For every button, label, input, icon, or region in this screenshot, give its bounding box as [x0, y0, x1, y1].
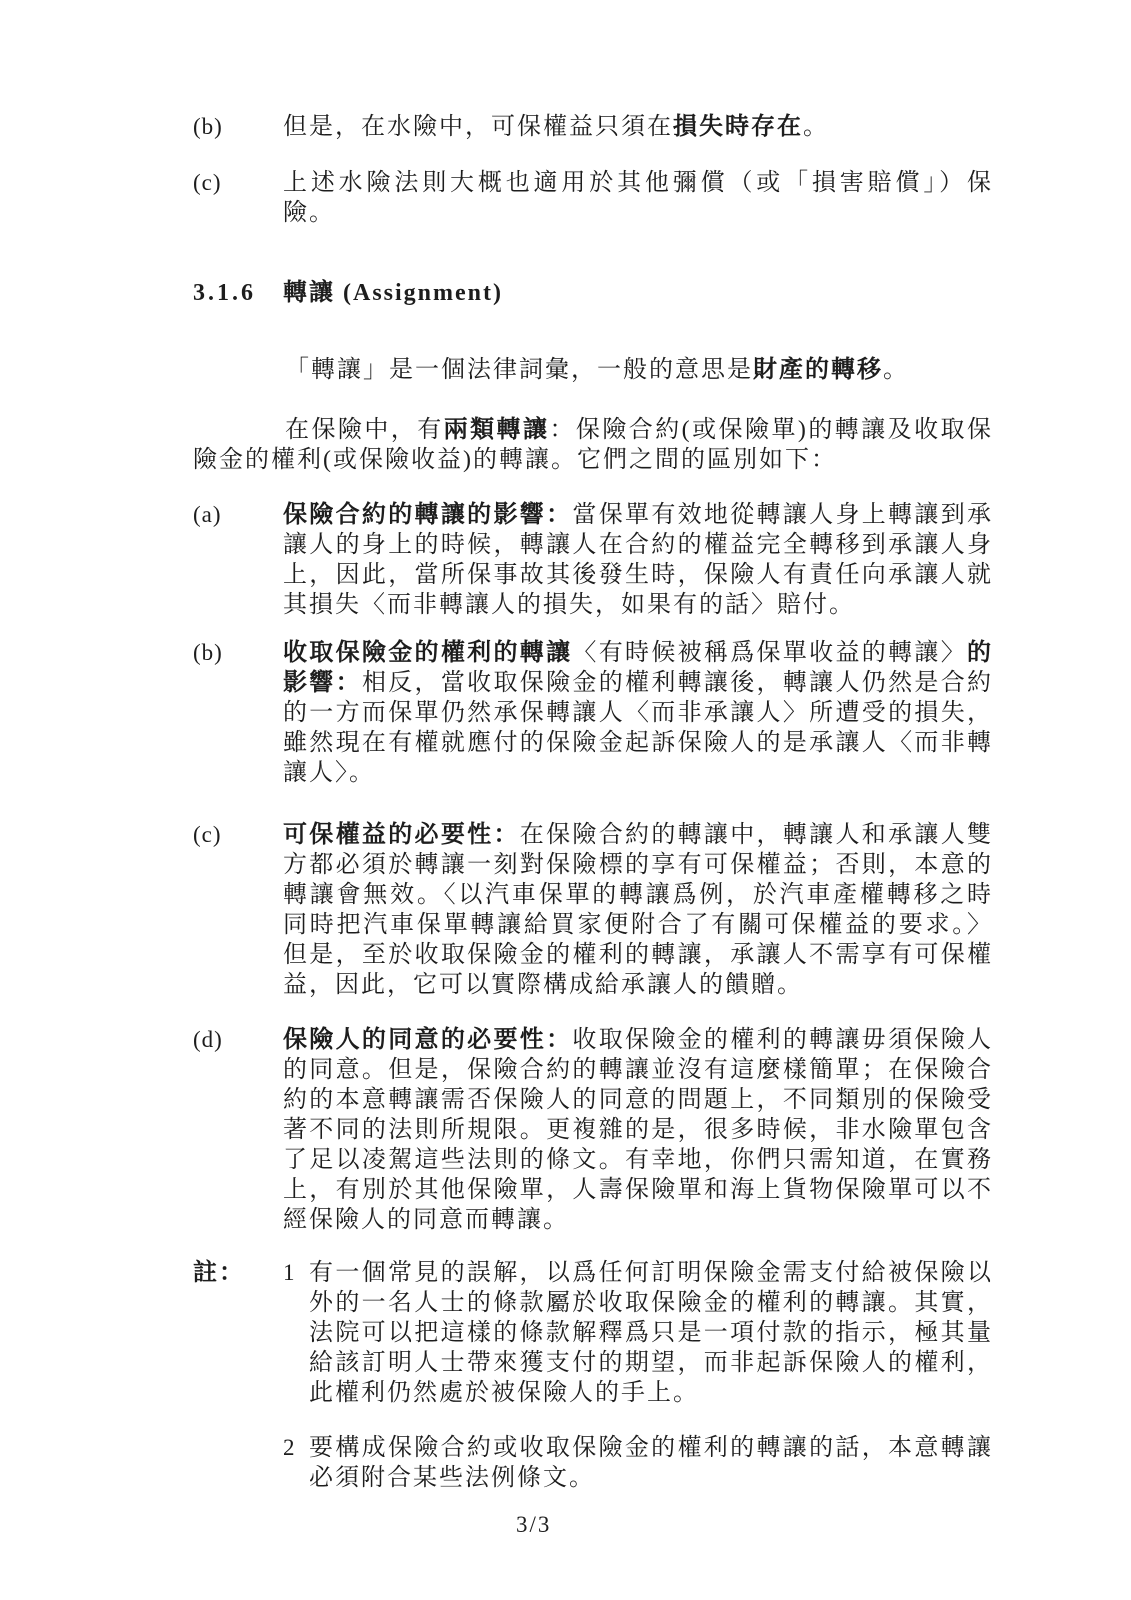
list-item-text: 可保權益的必要性：在保險合約的轉讓中，轉讓人和承讓人雙方都必須於轉讓一刻對保險標的享有可保權益；否則，本意的轉讓會無效。〈以汽車保單的轉讓爲例，於汽車產權轉移之時同時把汽車保單轉讓給買家便附合了有關可保權益的要求。〉但是，至於收取保險金的權利的轉讓，承讓人不需享有可保權益，因此，它可以實際構成給承讓人的饋贈。	[283, 822, 994, 998]
list-item-top-b	[193, 112, 993, 142]
notes-label: 註：	[193, 1260, 245, 1286]
intro-paragraph-2: 在保險中，有兩類轉讓：保險合約(或保險單)的轉讓及收取保險金的權利(或保險收益)的轉讓。它們之間的區別如下：	[193, 417, 994, 473]
section-heading	[193, 278, 993, 308]
list-item-label: (b)	[193, 640, 223, 665]
section-number: 3.1.6	[193, 280, 256, 306]
note-item-2	[283, 1433, 993, 1493]
list-item-text: 保險人的同意的必要性：收取保險金的權利的轉讓毋須保險人的同意。但是，保險合約的轉讓並沒有這麼樣簡單；在保險合約的本意轉讓需否保險人的同意的問題上，不同類別的保險受著不同的法則所規限。更複雜的是，很多時候，非水險單包含了足以凌駕這些法則的條文。有幸地，你們只需知道，在實務上，有別於其他保險單，人壽保險單和海上貨物保險單可以不經保險人的同意而轉讓。	[283, 1027, 994, 1233]
list-item-a	[193, 500, 993, 620]
note-text: 有一個常見的誤解，以爲任何訂明保險金需支付給被保險以外的一名人士的條款屬於收取保險金的權利的轉讓。其實，法院可以把這樣的條款解釋爲只是一項付款的指示，極其量給該訂明人士帶來獲支付的期望，而非起訴保險人的權利，此權利仍然處於被保險人的手上。	[309, 1260, 993, 1406]
list-item-text: 但是，在水險中，可保權益只須在損失時存在。	[283, 114, 829, 140]
note-text: 要構成保險合約或收取保險金的權利的轉讓的話，本意轉讓必須附合某些法例條文。	[309, 1435, 993, 1491]
list-item-b	[193, 638, 993, 788]
intro-paragraph-1: 「轉讓」是一個法律詞彙，一般的意思是財產的轉移。	[285, 357, 909, 383]
notes-section	[193, 1258, 993, 1493]
note-item-1	[283, 1258, 993, 1408]
list-item-label: (c)	[193, 170, 222, 195]
list-item-label: (c)	[193, 822, 222, 847]
list-item-label: (a)	[193, 502, 222, 527]
note-number: 2	[283, 1435, 297, 1460]
notes-body	[283, 1258, 993, 1493]
document-content	[193, 112, 993, 1493]
list-item-top-c	[193, 168, 993, 228]
list-item-c	[193, 820, 993, 1000]
list-item-text: 收取保險金的權利的轉讓〈有時候被稱爲保單收益的轉讓〉的影響：相反，當收取保險金的權利轉讓後，轉讓人仍然是合約的一方而保單仍然承保轉讓人〈而非承讓人〉所遭受的損失，雖然現在有權就應付的保險金起訴保險人的是承讓人〈而非轉讓人〉。	[283, 640, 994, 786]
note-number: 1	[283, 1260, 297, 1285]
list-item-d	[193, 1025, 993, 1235]
list-item-label: (d)	[193, 1027, 223, 1052]
section-title: 轉讓 (Assignment)	[283, 280, 503, 306]
list-item-text: 保險合約的轉讓的影響：當保單有效地從轉讓人身上轉讓到承讓人的身上的時候，轉讓人在合約的權益完全轉移到承讓人身上，因此，當所保事故其後發生時，保險人有責任向承讓人就其損失〈而非轉讓人的損失，如果有的話〉賠付。	[283, 502, 994, 618]
list-item-label: (b)	[193, 114, 223, 139]
page-number: 3/3	[516, 1512, 552, 1537]
list-item-text: 上述水險法則大概也適用於其他彌償（或「損害賠償」）保險。	[283, 170, 993, 226]
